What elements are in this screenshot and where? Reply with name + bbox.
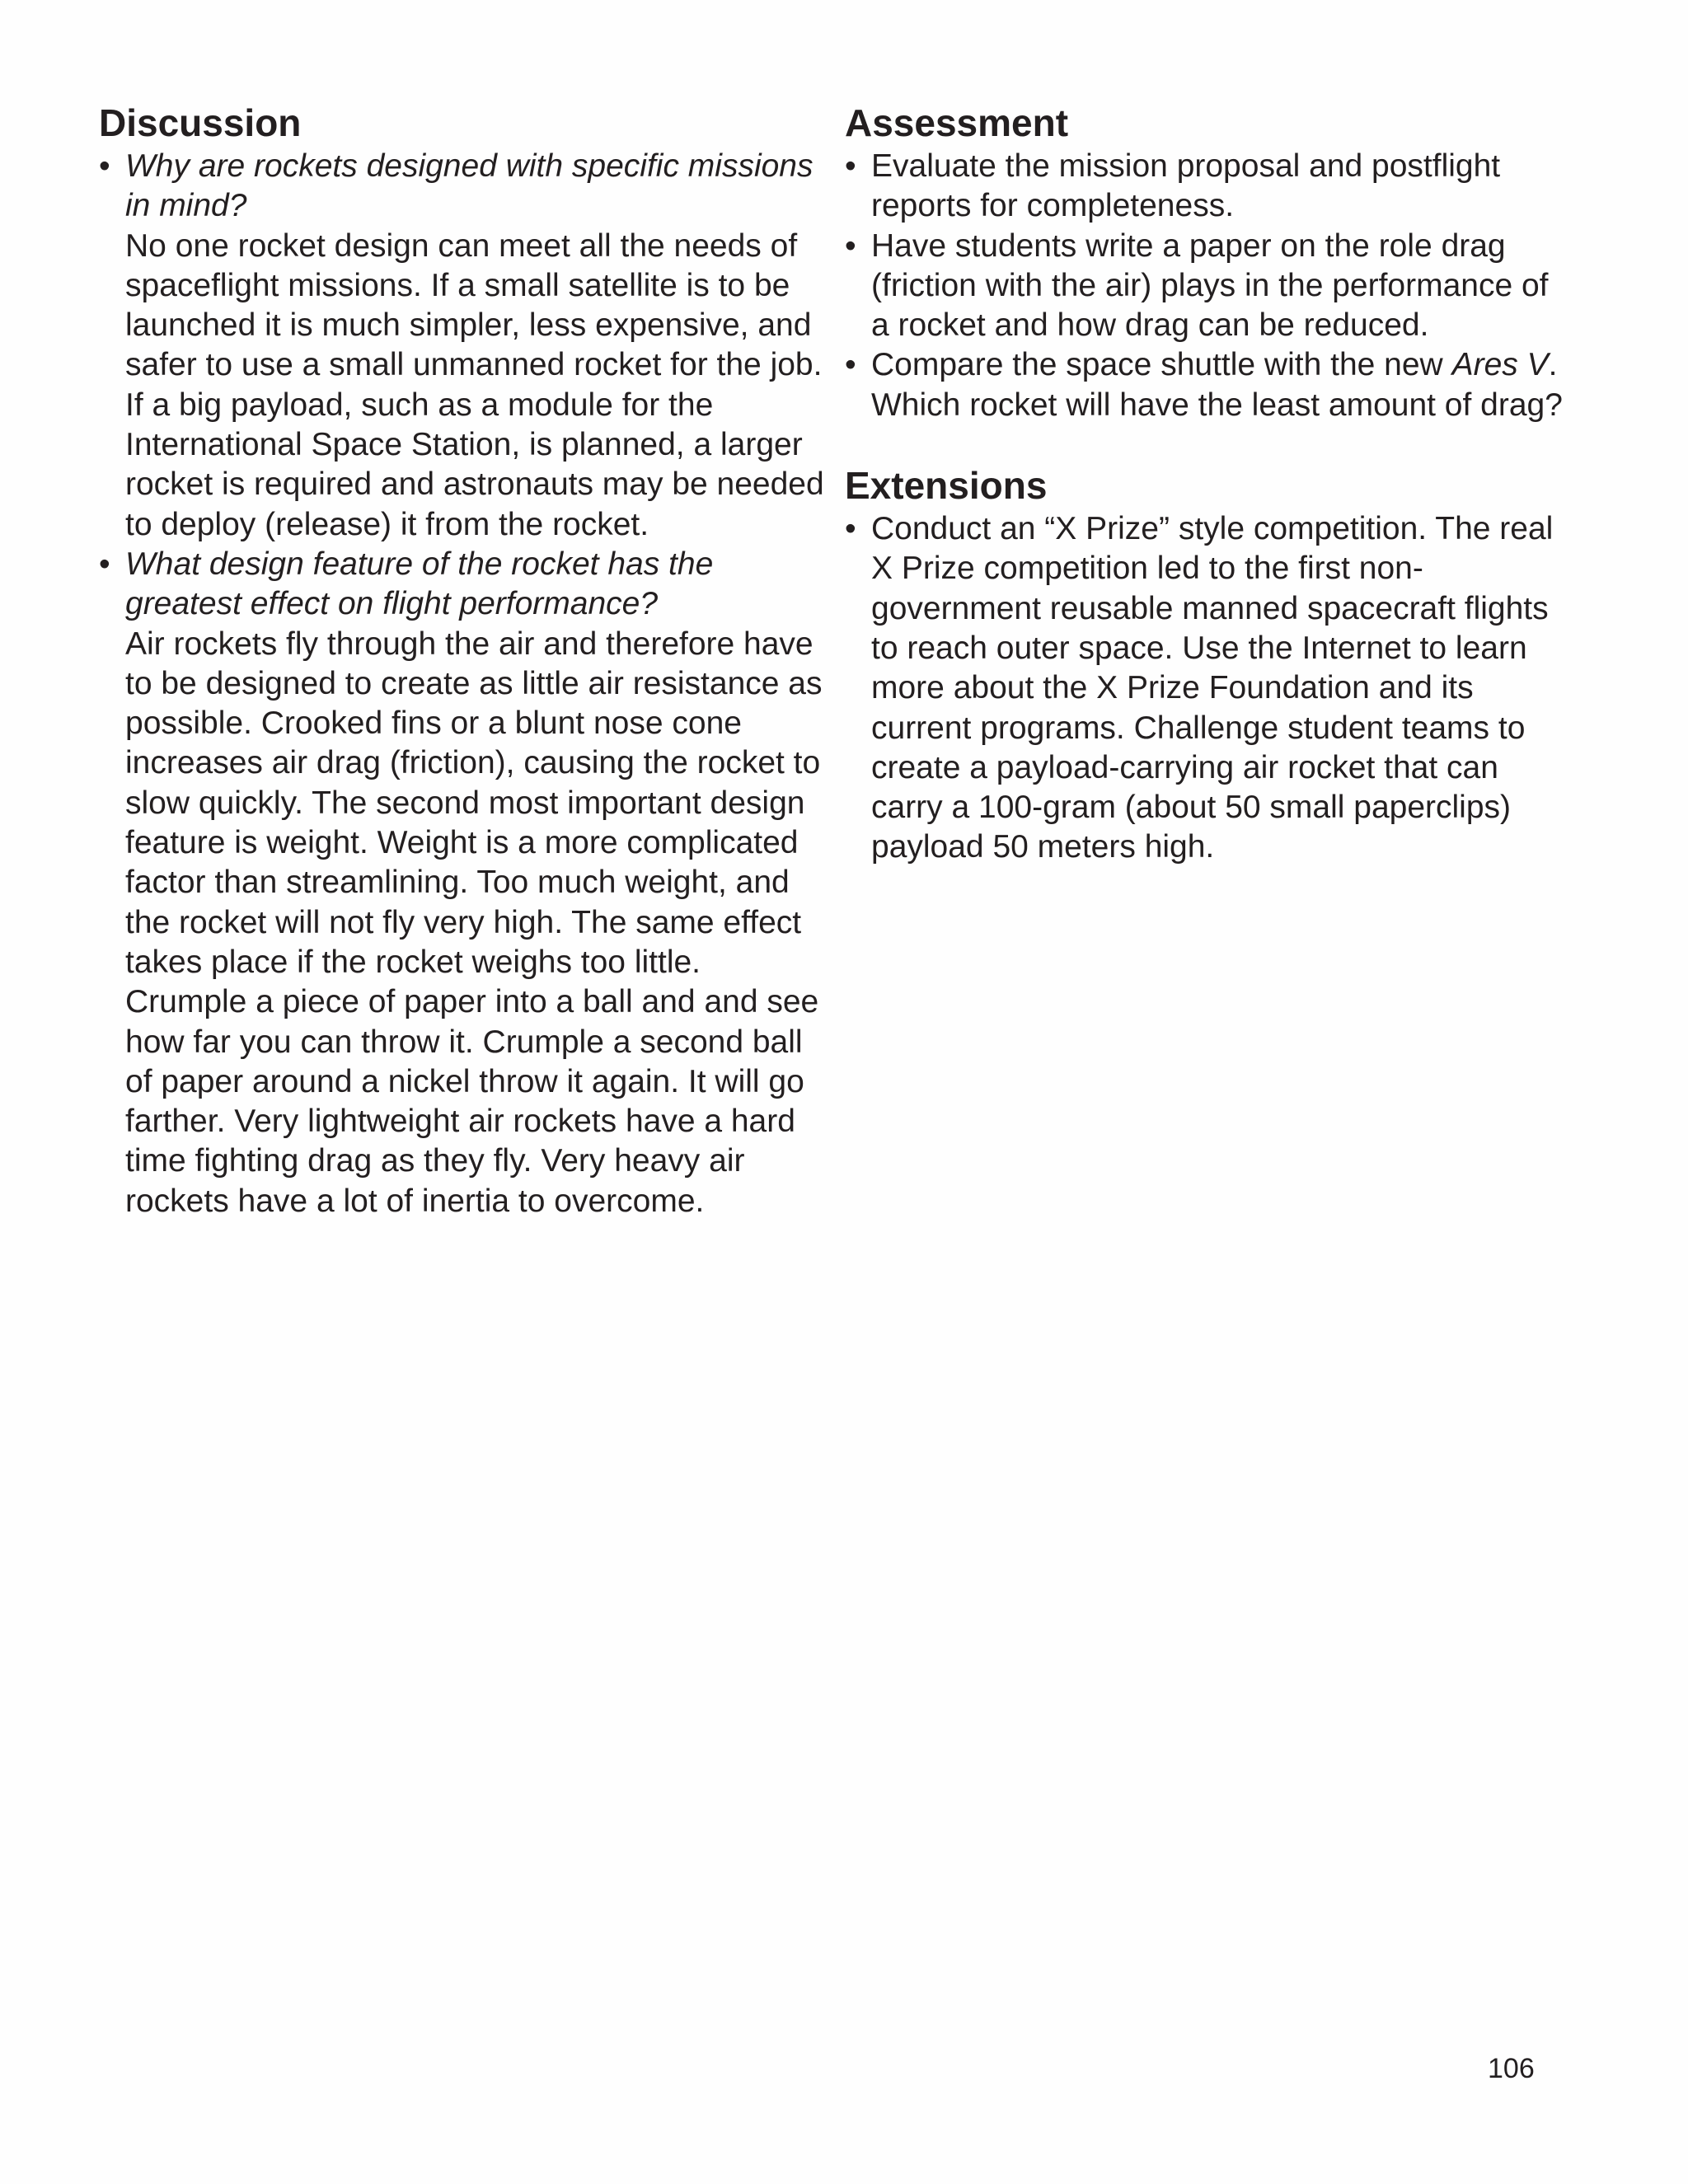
- ares-v-italic: Ares V: [1451, 347, 1549, 383]
- extensions-item: [845, 509, 1570, 868]
- bullet-icon: •: [99, 546, 110, 582]
- assessment-item: [845, 147, 1570, 227]
- assessment-item: [845, 227, 1570, 346]
- discussion-list: [99, 147, 824, 1221]
- bullet-icon: •: [845, 347, 856, 383]
- assessment-list: [845, 147, 1570, 425]
- discussion-question: What design feature of the rocket has the greatest effect on flight performance?: [125, 546, 714, 622]
- extensions-text: Conduct an “X Prize” style competition. The real X Prize competition led to the first non-government reusable manned spacecraft flights to reach outer space. Use the Internet to learn more about the X Prize Foundation and its current programs. Challenge student teams to create a payload-carrying air rocket that can carry a 100-gram (about 50 small paperclips) payload 50 meters high.: [871, 511, 1554, 865]
- bullet-icon: •: [845, 227, 856, 264]
- bullet-icon: •: [845, 148, 856, 184]
- discussion-heading: Discussion: [99, 101, 302, 144]
- section-spacer: [845, 425, 1570, 462]
- assessment-item: [845, 345, 1570, 425]
- discussion-answer: No one rocket design can meet all the needs of spaceflight missions. If a small satellite is to be launched it is much simpler, less expensive, and safer to use a small unmanned rocket for the job. If a big payload, such as a module for the International Space Station, is planned, a larger rocket is required and astronauts may be needed to deploy (release) it from the rocket.: [125, 227, 824, 542]
- discussion-item: [99, 545, 824, 1221]
- bullet-icon: •: [845, 511, 856, 547]
- page-number: 106: [1488, 2053, 1535, 2084]
- discussion-item: [99, 147, 824, 545]
- extensions-heading: Extensions: [845, 464, 1048, 508]
- assessment-text: Have students write a paper on the role drag (friction with the air) plays in the performance of a rocket and how drag can be reduced.: [871, 227, 1549, 344]
- extensions-list: [845, 509, 1570, 868]
- discussion-answer: Air rockets fly through the air and therefore have to be designed to create as little air resistance as possible. Crooked fins or a blunt nose cone increases air drag (friction), causing the rocket to slow quickly. The second most important design feature is weight. Weight is a more complicated factor than streamlining. Too much weight, and the rocket will not fly very high. The same effect takes place if the rocket weighs too little. Crumple a piece of paper into a ball and and see how far you can throw it. Crumple a second ball of paper around a nickel throw it again. It will go farther. Very lightweight air rockets have a hard time fighting drag as they fly. Very heavy air rockets have a lot of inertia to overcome.: [125, 626, 823, 1219]
- bullet-icon: •: [99, 148, 110, 184]
- discussion-question: Why are rockets designed with specific missions in mind?: [125, 148, 814, 224]
- assessment-text: [871, 345, 1570, 425]
- assessment-text: Evaluate the mission proposal and postflight reports for completeness.: [871, 148, 1501, 224]
- assessment-text-before: Compare the space shuttle with the new: [871, 347, 1452, 383]
- assessment-text-after: . Which rocket will have the least amount of drag?: [871, 347, 1563, 423]
- assessment-heading: Assessment: [845, 101, 1069, 144]
- left-column: [99, 99, 824, 1221]
- right-column: [845, 99, 1570, 868]
